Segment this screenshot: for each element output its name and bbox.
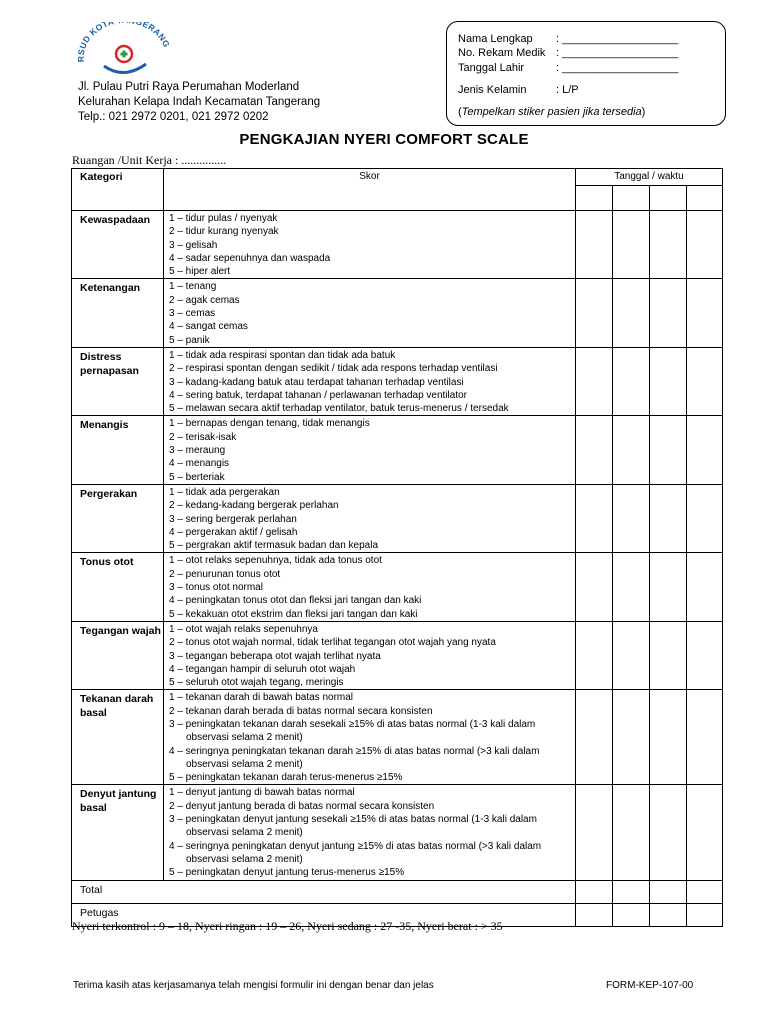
category-name: Denyut jantung basal	[72, 785, 164, 880]
address-line: Kelurahan Kelapa Indah Kecamatan Tangerang	[78, 96, 321, 108]
note-paren: )	[641, 106, 646, 118]
score-list	[164, 484, 576, 552]
patient-mrn-row[interactable]	[458, 47, 678, 59]
score-entry-cell[interactable]	[613, 279, 650, 347]
total-label: Total	[72, 880, 576, 903]
total-cell[interactable]	[613, 880, 650, 903]
category-name: Distress pernapasan	[72, 347, 164, 415]
score-entry-cell[interactable]	[687, 785, 723, 880]
score-option: 4 – seringnya peningkatan tekanan darah ≥15% di atas batas normal (>3 kali dalam	[169, 745, 540, 757]
address-line: Telp.: 021 2972 0201, 021 2972 0202	[78, 111, 269, 123]
score-option: 5 – peningkatan denyut jantung terus-menerus ≥15%	[169, 867, 405, 879]
table-row	[72, 690, 723, 785]
score-option: 4 – pergerakan aktif / gelisah	[169, 526, 298, 538]
score-entry-cell[interactable]	[687, 211, 723, 279]
score-option: 5 – melawan secara aktif terhadap ventilator, batuk terus-menerus / tersedak	[169, 403, 509, 415]
score-list	[164, 621, 576, 689]
score-entry-cell[interactable]	[650, 785, 687, 880]
table-row	[72, 211, 723, 279]
hospital-logo-icon	[76, 22, 172, 78]
total-cell[interactable]	[576, 880, 613, 903]
score-list	[164, 690, 576, 785]
score-option: 2 – kedang-kadang bergerak perlahan	[169, 500, 339, 512]
score-entry-cell[interactable]	[650, 621, 687, 689]
score-option: 1 – tidur pulas / nyenyak	[169, 213, 278, 224]
table-row	[72, 484, 723, 552]
score-option: 3 – sering bergerak perlahan	[169, 513, 297, 525]
patient-field-label: Jenis Kelamin	[458, 84, 527, 96]
score-option: 4 – menangis	[169, 458, 230, 470]
score-option: 3 – meraung	[169, 445, 226, 457]
score-entry-cell[interactable]	[576, 484, 613, 552]
score-entry-cell[interactable]	[687, 690, 723, 785]
score-entry-cell[interactable]	[650, 416, 687, 484]
score-option: 5 – panik	[169, 334, 210, 346]
date-cell[interactable]	[576, 186, 613, 211]
score-option: observasi selama 2 menit)	[186, 758, 303, 770]
score-option: observasi selama 2 menit)	[186, 732, 303, 744]
score-option: 4 – sadar sepenuhnya dan waspada	[169, 252, 331, 264]
score-entry-cell[interactable]	[576, 553, 613, 621]
patient-sex-row[interactable]	[458, 84, 579, 96]
logo-text-path: RSUD KOTA ERANG	[76, 22, 172, 63]
category-name: Ketenangan	[72, 279, 164, 347]
petugas-cell[interactable]	[613, 903, 650, 926]
date-cell[interactable]	[613, 186, 650, 211]
score-entry-cell[interactable]	[576, 621, 613, 689]
hospital-logo	[76, 22, 172, 78]
page-title: PENGKAJIAN NYERI COMFORT SCALE	[239, 131, 529, 148]
score-entry-cell[interactable]	[687, 484, 723, 552]
patient-field-label: Tanggal Lahir	[458, 62, 525, 74]
score-list	[164, 279, 576, 347]
score-entry-cell[interactable]	[576, 347, 613, 415]
footer-thanks: Terima kasih atas kerjasamanya telah mengisi formulir ini dengan benar dan jelas	[73, 980, 434, 991]
patient-info-box	[446, 21, 726, 126]
score-entry-cell[interactable]	[687, 279, 723, 347]
score-list	[164, 553, 576, 621]
patient-name-row[interactable]	[458, 33, 678, 45]
score-option: 3 – tonus otot normal	[169, 582, 263, 594]
patient-field-value: : ___________________	[556, 62, 679, 74]
score-entry-cell[interactable]	[576, 690, 613, 785]
score-option: 2 – tekanan darah berada di batas normal secara konsisten	[169, 705, 433, 717]
table-row	[72, 279, 723, 347]
score-entry-cell[interactable]	[650, 347, 687, 415]
date-cell[interactable]	[687, 186, 723, 211]
score-entry-cell[interactable]	[650, 211, 687, 279]
score-entry-cell[interactable]	[613, 553, 650, 621]
score-entry-cell[interactable]	[576, 785, 613, 880]
score-option: 2 – penurunan tonus otot	[169, 568, 281, 580]
score-option: 3 – tegangan beberapa otot wajah terlihat nyata	[169, 650, 381, 662]
score-option: 5 – peningkatan tekanan darah terus-menerus ≥15%	[169, 772, 403, 784]
score-option: 1 – tidak ada pergerakan	[169, 486, 280, 498]
patient-field-label: No. Rekam Medik	[458, 47, 546, 59]
score-option: observasi selama 2 menit)	[186, 853, 303, 865]
patient-field-label: Nama Lengkap	[458, 33, 533, 45]
category-name: Tegangan wajah	[72, 621, 164, 689]
score-entry-cell[interactable]	[687, 416, 723, 484]
score-option: 5 – pergrakan aktif termasuk badan dan kepala	[169, 540, 379, 552]
score-option: 5 – kekakuan otot ekstrim dan fleksi jari tangan dan kaki	[169, 608, 418, 620]
hospital-address	[78, 80, 320, 125]
score-option: 4 – sering batuk, terdapat tahanan / perlawanan terhadap ventilator	[169, 389, 467, 401]
patient-field-value: : ___________________	[556, 33, 679, 45]
note-text: Tempelkan stiker pasien jika tersedia	[461, 106, 642, 118]
form-code: FORM-KEP-107-00	[606, 980, 694, 991]
score-option: 2 – tidur kurang nyenyak	[169, 226, 279, 238]
petugas-label: Petugas	[72, 903, 576, 926]
score-entry-cell[interactable]	[576, 416, 613, 484]
score-entry-cell[interactable]	[576, 211, 613, 279]
score-list	[164, 416, 576, 484]
note-paren: (	[458, 106, 462, 118]
patient-field-value: : ___________________	[556, 47, 679, 59]
score-entry-cell[interactable]	[687, 621, 723, 689]
header-tanggal: Tanggal / waktu	[576, 169, 723, 186]
score-option: 3 – cemas	[169, 308, 216, 320]
score-entry-cell[interactable]	[650, 553, 687, 621]
score-entry-cell[interactable]	[687, 347, 723, 415]
score-entry-cell[interactable]	[613, 211, 650, 279]
score-option: 4 – tegangan hampir di seluruh otot wajah	[169, 663, 356, 675]
score-entry-cell[interactable]	[613, 621, 650, 689]
score-option: 1 – bernapas dengan tenang, tidak menangis	[169, 418, 370, 430]
sticker-note	[458, 106, 645, 118]
score-entry-cell[interactable]	[613, 785, 650, 880]
score-option: observasi selama 2 menit)	[186, 827, 303, 839]
table-row	[72, 621, 723, 689]
patient-dob-row[interactable]	[458, 62, 678, 74]
score-option: 1 – tidak ada respirasi spontan dan tidak ada batuk	[169, 349, 396, 361]
score-option: 5 – seluruh otot wajah tegang, meringis	[169, 677, 344, 689]
score-entry-cell[interactable]	[576, 279, 613, 347]
score-entry-cell[interactable]	[613, 416, 650, 484]
score-option: 2 – denyut jantung berada di batas normal secara konsisten	[169, 800, 435, 812]
score-option: 1 – otot wajah relaks sepenuhnya	[169, 623, 318, 635]
date-cell[interactable]	[650, 186, 687, 211]
table-row	[72, 553, 723, 621]
score-entry-cell[interactable]	[687, 553, 723, 621]
score-option: 3 – kadang-kadang batuk atau terdapat tahanan terhadap ventilasi	[169, 376, 464, 388]
score-option: 4 – seringnya peningkatan denyut jantung ≥15% di atas batas normal (>3 kali dalam	[169, 840, 542, 852]
header-kategori: Kategori	[72, 169, 164, 211]
score-entry-cell[interactable]	[650, 690, 687, 785]
score-list	[164, 347, 576, 415]
score-option: 3 – peningkatan tekanan darah sesekali ≥15% di atas batas normal (1-3 kali dalam	[169, 718, 536, 730]
category-name: Tekanan darah basal	[72, 690, 164, 785]
score-list	[164, 785, 576, 880]
total-cell[interactable]	[650, 880, 687, 903]
table-row	[72, 347, 723, 415]
score-entry-cell[interactable]	[613, 484, 650, 552]
comfort-scale-table	[71, 168, 723, 927]
petugas-cell[interactable]	[687, 903, 723, 926]
room-label: Ruangan /Unit Kerja : ...............	[72, 153, 227, 167]
pain-legend: Nyeri terkontrol : 9 – 18, Nyeri ringan : 19 – 26, Nyeri sedang : 27 -35, Nyeri berat : > 35	[72, 919, 503, 933]
score-option: 4 – sangat cemas	[169, 321, 248, 333]
score-option: 2 – agak cemas	[169, 294, 240, 306]
score-option: 2 – respirasi spontan dengan sedikit / tidak ada respons terhadap ventilasi	[169, 363, 498, 375]
score-option: 4 – peningkatan tonus otot dan fleksi jari tangan dan kaki	[169, 595, 422, 607]
score-option: 1 – tekanan darah di bawah batas normal	[169, 692, 354, 704]
score-option: 5 – berteriak	[169, 471, 225, 483]
score-option: 5 – hiper alert	[169, 266, 231, 278]
score-option: 2 – terisak-isak	[169, 431, 237, 443]
category-rows	[72, 211, 723, 881]
score-option: 3 – gelisah	[169, 239, 218, 251]
score-entry-cell[interactable]	[613, 690, 650, 785]
category-name: Menangis	[72, 416, 164, 484]
total-cell[interactable]	[687, 880, 723, 903]
category-name: Pergerakan	[72, 484, 164, 552]
table-row	[72, 416, 723, 484]
score-option: 2 – tonus otot wajah normal, tidak terlihat tegangan otot wajah yang nyata	[169, 637, 496, 649]
score-entry-cell[interactable]	[650, 279, 687, 347]
score-option: 3 – peningkatan denyut jantung sesekali ≥15% di atas batas normal (1-3 kali dalam	[169, 814, 537, 826]
category-name: Kewaspadaan	[72, 211, 164, 279]
score-option: 1 – denyut jantung di bawah batas normal	[169, 787, 355, 799]
table-row	[72, 785, 723, 880]
patient-field-value: : L/P	[556, 84, 579, 96]
category-name: Tonus otot	[72, 553, 164, 621]
score-list	[164, 211, 576, 279]
score-entry-cell[interactable]	[650, 484, 687, 552]
header-skor: Skor	[164, 169, 576, 211]
address-line: Jl. Pulau Putri Raya Perumahan Moderland	[78, 81, 300, 93]
petugas-cell[interactable]	[650, 903, 687, 926]
score-option: 1 – otot relaks sepenuhnya, tidak ada tonus otot	[169, 555, 382, 567]
score-entry-cell[interactable]	[613, 347, 650, 415]
score-option: 1 – tenang	[169, 281, 217, 293]
petugas-cell[interactable]	[576, 903, 613, 926]
